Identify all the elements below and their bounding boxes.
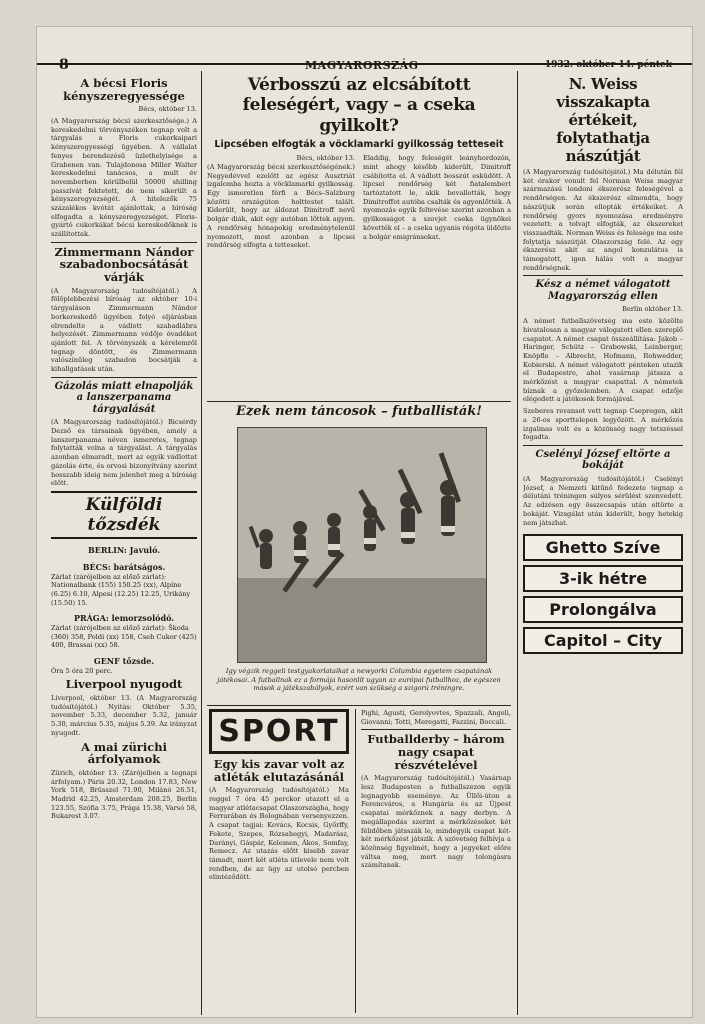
- photo-headline: Ezek nem táncosok – futballisták!: [236, 405, 482, 419]
- article-body: Zürich, október 13. (Zárójelben a tegnapi árfolyam.) Páris 20.32, London 17.83, New York 518, Brüsszel 71.90, Milánó 26.51, Madrid 42.25, Amsterdam 208.25, Berlin 123.55, Szófia 3.75, Prága 15.38, Varsó 58, Bukarest 3.07.: [51, 768, 197, 821]
- article-body: (A Magyarország bécsi szerkesztőségének.) Negyedévvel ezelőtt az egész Ausztriát izgalomba hozta a vöcklamarki gyilkosság. Egy ismeretlen férfi a Bécs–Salzburg közötti országúton holttestet talált. Kiderült, hogy az áldozat Dimitroff nevű bolgár diák, akit egy autóban lőttek agyon. A rendőrség hónapokig eredménytelenül nyomozott, most azonban a lipcsei rendőrség elfogta a tetteseket.: [207, 162, 355, 250]
- boerse-city: GENF tőzsde.: [93, 655, 155, 666]
- boerse-city: BERLIN: Javuló.: [87, 544, 161, 555]
- photo-caption: Igy végzik reggeli testgyakorlataikat a newyorki Columbia egyetem csapatának játékosai. A futballnak ez a formája hasonlít ugyan az európai futballhoz, de egészen mások a játékszabályok, ezért van szükség a szigorú tréningre.: [217, 667, 501, 693]
- article-body: (A Magyarország tudósítójától.) Cselényi József, a Nemzeti kitűnő fedezete tegnap a délutáni tréningen súlyos sérülést szenvedett. Az edzésen egy összecsapás után eltörte a bokáját. Vizsgálat után kiderült, hogy hetekig nem játszhat.: [523, 474, 683, 527]
- cinema-ad: Prolongálva: [523, 596, 683, 623]
- article-body: (A Magyarország tudósítójától.) Ma délután fél két órakor vonult fel Norman Weiss magyar származású londoni ékszerész feleségével a rendőrségen. Az ékszerész elmondta, hogy nászútjuk során ellopták értékeiket. A rendőrség gyors nyomozása eredményre vezetett: a tolvajt elfogták, az ékszereket visszaadták. Norman Weiss és felesége ma este folytatja nászútját Olaszország felé. Az egy ékszerész akit az angol konzulátus is támogatott, igen hálás volt a magyar rendőrségnek.: [523, 168, 683, 272]
- cinema-ad: 3-ik hétre: [523, 565, 683, 592]
- article-body: (A Magyarország tudósítójától.) Vasárnap lesz Budapesten a futballszezon egyik legnagyobb eseménye. Az Üllői-úton a Ferencváros, a Hungária és az Újpest csapatai mérkőznek a nagy derbyn. A megállapodás szerint a mérkőzéseket két félidőben játsszák le, mindegyik csapat két-két mérkőzést játszik. A szövetség felhívja a közönség figyelmét, hogy a jegyeket előre váltsa meg, mert nagy tolongásra számítanak.: [361, 774, 511, 870]
- dateline: Bécs, október 13.: [296, 154, 355, 163]
- players-silhouette-icon: [238, 428, 487, 663]
- sport-left: [209, 709, 349, 1013]
- article-headline: Gázolás miatt elnapolják a lanszerpanama tárgyalását: [54, 380, 194, 415]
- sport-right: [361, 709, 511, 1013]
- football-training-photo: [237, 427, 487, 663]
- article-headline: Egy kis zavar volt az atléták elutazásánál: [213, 757, 345, 784]
- right-column: [523, 75, 683, 1015]
- page-number: 8: [59, 57, 69, 73]
- article-headline: Futballderby – három nagy csapat részvételével: [367, 732, 505, 772]
- boerse-text: Óra 5 óra 20 perc.: [51, 666, 113, 675]
- cinema-ads: [523, 534, 683, 658]
- article-body: Liverpool, október 13. (A Magyarország tudósítójától.) Nyitás: Október 5.35, november 5.33, december 5.32, január 5.30, március 5.35, május 5.39. Az irányzat nyugodt.: [51, 694, 197, 737]
- article-body: A német futballszövetség ma este közölte hivatalosan a magyar válogatott ellen szereplő csapatot. A német csapat összeállítása: Jakob – Haringer, Schütz – Grabowski, Leinberger, Knöpfle – Albrecht, Hofmann, Rohwedder, Kobierski. A német válogatott pénteken utazik el Budapestre, ahol vasárnap játssza a mérkőzést a magyar csapattal. A németek bíznak a győzelemben. A csapat edzője elégedett a játékosok formájával.: [523, 317, 683, 404]
- dateline: Bécs, október 13.: [138, 105, 197, 114]
- article-body: (A Magyarország tudósítójától.) Ma reggel 7 óra 45 perckor utazott el a magyar atlétacsapat Olaszországba, hogy Ferrarában és Bolognában versenyezzen. A csapat tagjai: Kovács, Kocsis, Győrffy, Fekete, Szepes, Rózsahegyi, Madarász, Darányi, Gáspár, Kelemen, Ákos, Somfay, Remecz. Az utazás előtt kisebb zavar támadt, mert két atléta útlevele nem volt rendben, de az ügy az utolsó percben elintéződött.: [209, 786, 349, 882]
- masthead: [37, 27, 692, 73]
- left-column: [51, 77, 197, 1013]
- cinema-ad: Capitol – City: [523, 627, 683, 654]
- cinema-ad: Ghetto Szíve: [523, 534, 683, 561]
- article-headline: A mai zürichi árfolyamok: [81, 739, 167, 767]
- boerse-block-0: [51, 542, 197, 556]
- article-headline: A bécsi Floris kényszeregyessége: [63, 77, 185, 103]
- boerse-city: BÉCS: barátságos.: [82, 561, 166, 572]
- boerse-text: Zárlat (zárójelben az előző zárlat): Nationalbank (155) 150.25 (xx), Alpine (6.25) 6.10, Alpesi (12.25) 12.25, Urikány (15.50) 15.: [51, 572, 191, 607]
- sport-banner: SPORT: [209, 709, 349, 754]
- section-banner: Külföldi tőzsdék: [51, 491, 197, 539]
- boerse-text: Zárlat (zárójelben az előző zárlat): Škoda (360) 358, Poldi (xx) 158, Cseh Cukor (425) 400, Brassai (xx) 58.: [51, 624, 197, 650]
- boerse-block-3: [51, 653, 197, 676]
- article-headline: Cselényi József eltörte a bokáját: [535, 448, 671, 472]
- main-subheadline: Lipcsében elfogták a vöcklamarki gyilkosság tetteseit: [214, 139, 504, 151]
- main-article: [207, 75, 511, 415]
- article-body: Eladdig, hogy feleségét leányhordozón, mint ahogy később kiderült, Dimitroff csábította el. A vádlott bosszút esküdött. A lipcsei rendőrség két fiatalembert tartóztatott le, akik bevallották, hogy Dimitroffot autóba csalták és agyonlőtték. A nyomozás egyik feltevése szerint azonban a gyilkosságot a szovjet cseka ügynökei követték el – a cseka ugyanis régóta üldözte a bolgár emigránsokat.: [363, 154, 511, 241]
- article-body: (A Magyarország tudósítójától.) A fölöplebbezési bíróság az október 10-i tárgyaláson Zimmermann Nándor borkereskedő ügyében folyó eljárásban elrendelte a vádlott szabadlábra helyezését. Zimmermann védője óvadékot ajánlott fel. A törvényszék a kérelemről tegnap döntött, és Zimmermann valószínűleg szabadon bocsátják a kihallgatások után.: [51, 286, 197, 374]
- paper-name: MAGYARORSZÁG: [305, 59, 419, 72]
- photo-headline-box: [207, 405, 511, 425]
- article-headline: Zimmermann Nándor szabadonbocsátását várják: [54, 244, 194, 285]
- article-body: (A Magyarország tudósítójától.) Bicsérdy Dezső és társainak ügyében, amely a lanszerpanama néven ismeretes, tegnap folytatták volna a tárgyalást. A tárgyalás azonban elmaradt, mert az egyik vádlottat gázolás érte, és orvosi bizonyítvány szerint hosszabb ideig nem jelenhet meg a bíróság előtt.: [51, 418, 197, 488]
- article-headline: Kész a német válogatott Magyarország ellen: [535, 279, 671, 302]
- article-body: (A Magyarország bécsi szerkesztősége.) A kereskedelmi törvényszéken tegnap volt a tárgyalás a Floris cukorkaipari kényszeregyességi ügyében. A vállalat fenyes berendezésű üzlethelyisége a Grabenen van. Tulajdonosa Miller Walter kereskedelmi tanácsos, a mult év novemberben körülbelül 50000 shilling passzívát fektetett, de nem sikerült a kényszeregyezségét. A hitelezők 75 százalékos kvótát ajánlottak, a bíróság elfogadta a kényszeregyezséget. Floris-gyártó cukorkákat bécsi kereskedőknek is szállítottak.: [51, 116, 197, 239]
- boerse-city: PRÁGA: lemorzsolódó.: [73, 613, 175, 624]
- column-rule: [517, 71, 518, 1015]
- boerse-block-2: [51, 610, 197, 650]
- boerse-block-1: [51, 559, 197, 607]
- newspaper-page: [36, 26, 693, 1018]
- dateline: Berlin október 13.: [622, 305, 683, 314]
- sport-note: Szeberes revansot vett tegnap Csepregen, akit a 26-os sporttelepen legyőzött. A mérkőzés izgalmas volt és a közönség nagy tetszéssel fogadta.: [523, 407, 683, 442]
- main-headline: Vérbosszú az elcsábított feleségért, vagy – a cseka gyilkolt?: [242, 75, 476, 136]
- issue-date: 1932. október 14. péntek: [544, 60, 672, 70]
- team-lineup: Pighi, Agusti, Gerelyovtes, Spazzali, Angeli, Giovanni; Totti, Meregatti, Fazzini, Boccali.: [361, 709, 511, 726]
- article-headline: Liverpool nyugodt: [65, 677, 183, 692]
- photo-caption-box: [213, 667, 505, 707]
- article-headline: N. Weiss visszakapta értékeit, folytathatja nászútját: [556, 75, 650, 165]
- column-rule: [201, 71, 202, 1015]
